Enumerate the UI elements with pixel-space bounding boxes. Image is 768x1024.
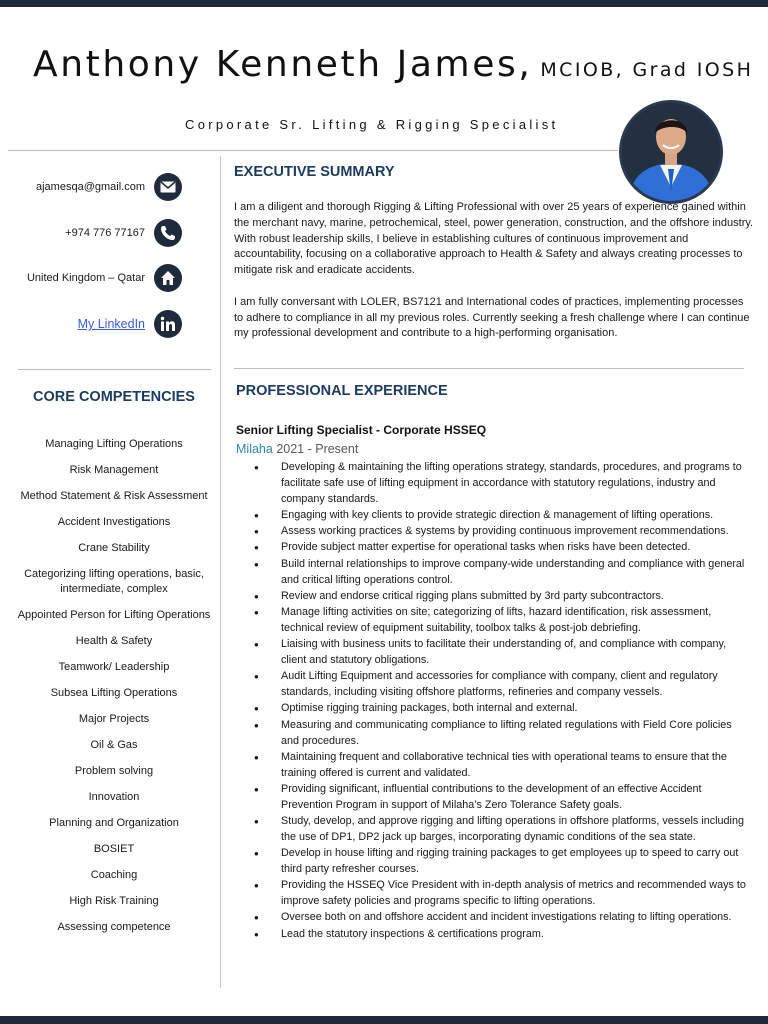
responsibility-item: ● Engaging with key clients to provide strategic direction & management of lifting operations. bbox=[254, 508, 749, 524]
responsibility-item: ● Audit Lifting Equipment and accessories for compliance with company, client and regulatory standards, including visiting offshore platforms, refineries and company vessels. bbox=[254, 669, 749, 701]
email-text: ajamesqa@gmail.com bbox=[36, 181, 145, 193]
location-text: United Kingdom – Qatar bbox=[26, 272, 145, 284]
competency-list bbox=[10, 437, 218, 946]
company-name: Milaha bbox=[236, 442, 273, 456]
executive-summary-heading: EXECUTIVE SUMMARY bbox=[234, 164, 395, 180]
competency-item: Assessing competence bbox=[57, 921, 171, 933]
competency-item: Managing Lifting Operations bbox=[45, 438, 183, 450]
competency-item: Innovation bbox=[88, 791, 140, 803]
competency-item: Accident Investigations bbox=[57, 516, 171, 528]
left-divider bbox=[18, 369, 211, 370]
responsibility-item: ● Provide subject matter expertise for operational tasks when risks have been detected. bbox=[254, 540, 749, 556]
responsibility-item: ● Build internal relationships to improve company-wide understanding and compliance with general and critical lifting operations control. bbox=[254, 557, 749, 589]
responsibility-item: ● Providing the HSSEQ Vice President with in-depth analysis of metrics and recommended ways to improve safety policies and programs specific to lifting operations. bbox=[254, 878, 749, 910]
executive-summary bbox=[234, 200, 754, 342]
competency-item: Planning and Organization bbox=[49, 817, 179, 829]
responsibility-item: ● Manage lifting activities on site; categorizing of lifts, hazard identification, risk assessment, technical review of equipment suitability, toolbox talks & post-job debriefing. bbox=[254, 605, 749, 637]
contact-email bbox=[36, 173, 182, 201]
competency-item: Oil & Gas bbox=[90, 739, 138, 751]
core-competencies-heading: CORE COMPETENCIES bbox=[33, 389, 195, 405]
linkedin-icon[interactable] bbox=[154, 310, 182, 338]
right-divider bbox=[234, 368, 744, 369]
responsibility-item: ● Review and endorse critical rigging plans submitted by 3rd party subcontractors. bbox=[254, 589, 749, 605]
responsibility-item: ● Developing & maintaining the lifting operations strategy, standards, procedures, and programs to facilitate safe use of lifting equipment in accordance with statutory regulations, industry and company standards. bbox=[254, 460, 749, 507]
job-responsibilities bbox=[254, 460, 749, 943]
competency-item: Method Statement & Risk Assessment bbox=[20, 490, 208, 502]
competency-item: Teamwork/ Leadership bbox=[58, 661, 170, 673]
envelope-icon bbox=[154, 173, 182, 201]
full-name: Anthony Kenneth James, bbox=[33, 44, 533, 85]
competency-item: High Risk Training bbox=[69, 895, 159, 907]
linkedin-link[interactable]: My LinkedIn bbox=[77, 317, 145, 331]
competency-item: Coaching bbox=[90, 869, 138, 881]
header-divider bbox=[8, 150, 618, 151]
competency-item: Major Projects bbox=[78, 713, 150, 725]
column-divider bbox=[220, 156, 221, 988]
responsibility-item: ● Develop in house lifting and rigging training packages to get employees up to speed to carry out third party refresher courses. bbox=[254, 846, 749, 878]
competency-item: Appointed Person for Lifting Operations bbox=[17, 609, 211, 621]
competency-item: Problem solving bbox=[74, 765, 154, 777]
summary-paragraph: I am a diligent and thorough Rigging & Lifting Professional with over 25 years of experience gained within the merchant navy, marine, petrochemical, steel, power generation, construction, and the offshore industry. With robust leadership skills, I believe in establishing cultures of continuous improvement and accountability, focusing on a collaborative approach to Health & Safety and always creating processes to mitigate risk and eradicate accidents. bbox=[234, 201, 754, 277]
contact-linkedin[interactable] bbox=[78, 310, 182, 338]
name-line bbox=[33, 44, 753, 85]
responsibility-item: ● Liaising with business units to facilitate their understanding of, and compliance with company, client and statutory obligations. bbox=[254, 637, 749, 669]
profile-photo bbox=[619, 100, 723, 204]
competency-item: Categorizing lifting operations, basic, intermediate, complex bbox=[24, 568, 204, 595]
competency-item: Risk Management bbox=[69, 464, 159, 476]
phone-icon bbox=[154, 219, 182, 247]
responsibility-item: ● Assess working practices & systems by providing continuous improvement recommendations. bbox=[254, 524, 749, 540]
responsibility-item: ● Study, develop, and approve rigging and lifting operations in offshore platforms, vessels including the use of DP1, DP2 jack up barges, incorporating dynamic conditions of the sea state. bbox=[254, 814, 749, 846]
bottom-border bbox=[0, 1016, 768, 1024]
professional-experience-heading: PROFESSIONAL EXPERIENCE bbox=[236, 383, 448, 399]
responsibility-item: ● Measuring and communicating compliance to lifting related regulations with Field Core policies and procedures. bbox=[254, 718, 749, 750]
job-headline: Corporate Sr. Lifting & Rigging Specialist bbox=[185, 117, 559, 132]
competency-item: Crane Stability bbox=[78, 542, 150, 554]
responsibility-item: ● Maintaining frequent and collaborative technical ties with operational teams to ensure that the training offered is current and validated. bbox=[254, 750, 749, 782]
competency-item: Health & Safety bbox=[75, 635, 153, 647]
home-icon bbox=[154, 264, 182, 292]
responsibility-item: ● Providing significant, influential contributions to the development of an effective Accident Prevention Program in support of Milaha’s Zero Tolerance Safety goals. bbox=[254, 782, 749, 814]
phone-text: +974 776 77167 bbox=[65, 227, 145, 239]
summary-paragraph: I am fully conversant with LOLER, BS7121 and International codes of practices, implementing processes to adhere to compliance in all my previous roles. Currently seeking a fresh challenge where I can continue my professional development and contribute to a high-performing organisation. bbox=[234, 295, 750, 340]
responsibility-item: ● Oversee both on and offshore accident and incident investigations relating to lifting operations. bbox=[254, 910, 749, 926]
job-title: Senior Lifting Specialist - Corporate HSSEQ bbox=[236, 423, 487, 437]
contact-phone bbox=[65, 219, 182, 247]
job-period: 2021 - Present bbox=[276, 442, 359, 456]
responsibility-item: ● Lead the statutory inspections & certifications program. bbox=[254, 927, 749, 943]
contact-location bbox=[27, 264, 182, 292]
credentials: MCIOB, Grad IOSH bbox=[540, 59, 754, 81]
top-border bbox=[0, 0, 768, 7]
job-meta bbox=[236, 442, 358, 456]
responsibility-item: ● Optimise rigging training packages, both internal and external. bbox=[254, 701, 749, 717]
competency-item: Subsea Lifting Operations bbox=[50, 687, 178, 699]
competency-item: BOSIET bbox=[93, 843, 135, 855]
